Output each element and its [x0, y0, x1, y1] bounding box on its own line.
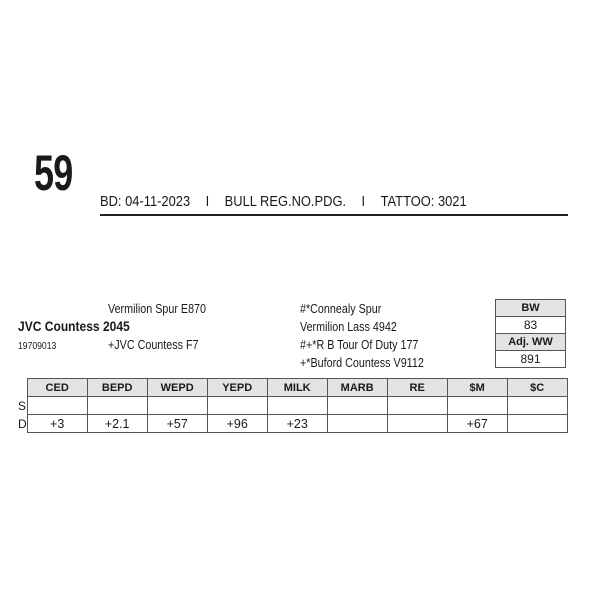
tattoo: TATTOO: 3021	[380, 193, 467, 210]
adj-ww-label: Adj. WW	[496, 334, 566, 351]
lot-number: 59	[34, 145, 73, 201]
epd-cell-wepd: +57	[147, 415, 207, 433]
epd-cell	[27, 397, 87, 415]
epd-header-wepd: WEPD	[147, 379, 207, 397]
epd-header-m: $M	[447, 379, 507, 397]
epd-header-ced: CED	[27, 379, 87, 397]
epd-cell-bepd: +2.1	[87, 415, 147, 433]
epd-cell	[267, 397, 327, 415]
pedigree-grandparent-3: #+*R B Tour Of Duty 177	[300, 338, 419, 352]
epd-cell	[327, 397, 387, 415]
epd-header-milk: MILK	[267, 379, 327, 397]
birth-date: BD: 04-11-2023	[100, 193, 191, 210]
bw-value: 83	[496, 317, 566, 334]
epd-cell-yepd: +96	[207, 415, 267, 433]
adj-ww-value: 891	[496, 351, 566, 368]
epd-header-yepd: YEPD	[207, 379, 267, 397]
header-rule	[100, 214, 568, 216]
epd-cell	[207, 397, 267, 415]
epd-header-c: $C	[507, 379, 567, 397]
pedigree-sire-sire: Vermilion Spur E870	[108, 302, 206, 316]
epd-header-marb: MARB	[327, 379, 387, 397]
epd-cell	[147, 397, 207, 415]
header-separator: I	[205, 193, 210, 210]
pedigree-grandparent-2: Vermilion Lass 4942	[300, 320, 397, 334]
epd-cell	[507, 397, 567, 415]
bw-label: BW	[496, 300, 566, 317]
epd-sire-row	[18, 397, 567, 415]
epd-header-re: RE	[387, 379, 447, 397]
epd-cell	[87, 397, 147, 415]
row-label-sire: S	[18, 398, 27, 413]
epd-cell-m: +67	[447, 415, 507, 433]
epd-cell	[447, 397, 507, 415]
weights-table	[495, 299, 566, 368]
epd-table	[18, 378, 568, 433]
pedigree-dam-reg-number: 19709013	[18, 341, 57, 352]
epd-cell	[387, 397, 447, 415]
header-separator: I	[361, 193, 366, 210]
epd-header-bepd: BEPD	[87, 379, 147, 397]
registration-number: BULL REG.NO.PDG.	[224, 193, 347, 210]
epd-cell-marb	[327, 415, 387, 433]
lot-header	[100, 193, 467, 210]
epd-cell-ced: +3	[27, 415, 87, 433]
epd-cell-milk: +23	[267, 415, 327, 433]
epd-cell-c	[507, 415, 567, 433]
row-label-dam: D	[18, 416, 27, 431]
pedigree-dam-dam: +JVC Countess F7	[108, 338, 199, 352]
pedigree-grandparent-1: #*Connealy Spur	[300, 302, 382, 316]
epd-header-row	[18, 379, 567, 397]
epd-cell-re	[387, 415, 447, 433]
pedigree-grandparent-4: +*Buford Countess V9112	[300, 356, 424, 370]
epd-dam-row	[18, 415, 567, 433]
pedigree-dam-name: JVC Countess 2045	[18, 318, 130, 334]
